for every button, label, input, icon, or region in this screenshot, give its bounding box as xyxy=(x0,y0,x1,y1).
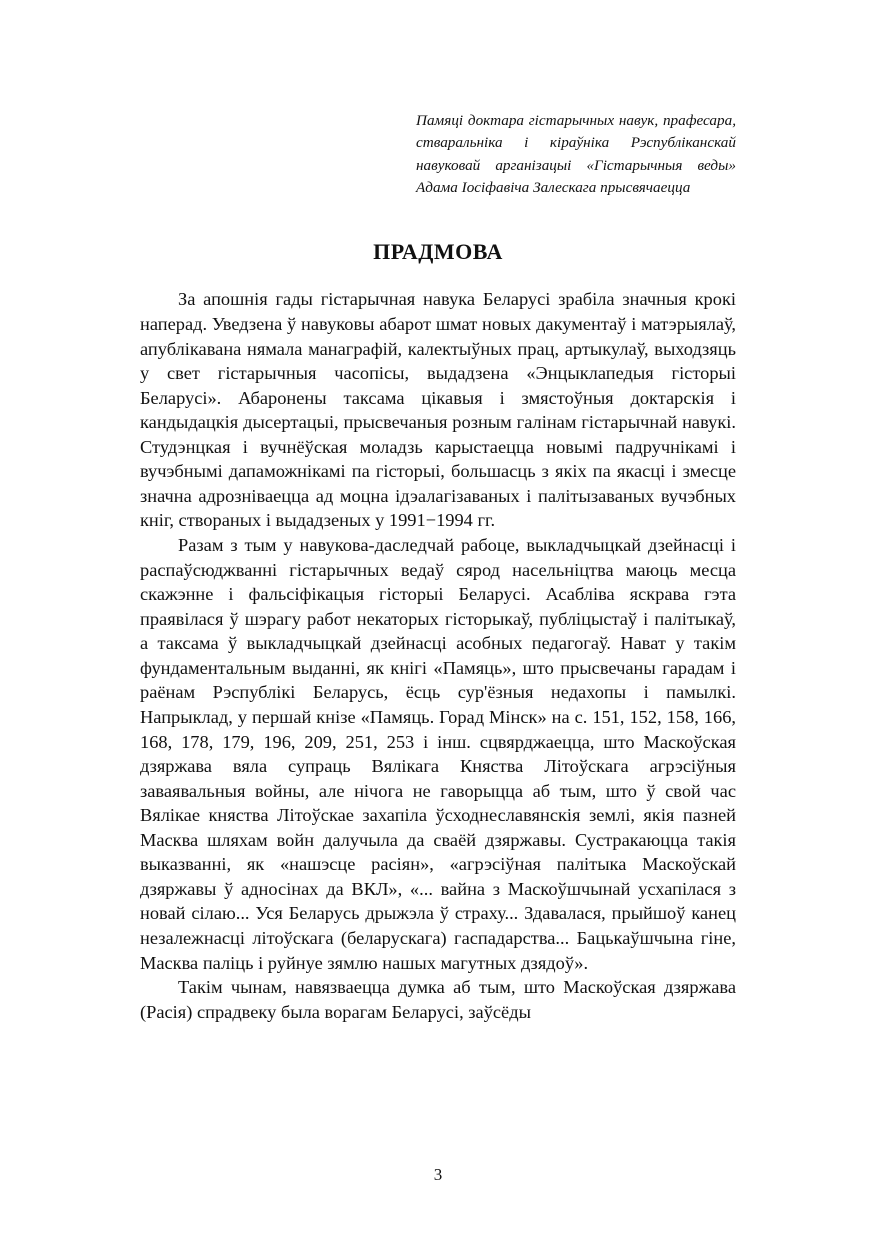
dedication-block xyxy=(416,110,736,199)
dedication-text: Памяці доктара гістарычных навук, прафесара, стваральніка і кіраўніка Рэспубліканскай навуковай арганізацыі «Гістарычныя веды» Адама Іосіфавіча Залескага прысвячаецца xyxy=(416,112,736,197)
page-number: 3 xyxy=(433,1165,443,1184)
page-title: ПРАДМОВА xyxy=(373,239,503,265)
body-paragraph-3: Такім чынам, навязваецца думка аб тым, што Маскоўская дзяржава (Расія) спрадвеку была ворагам Беларусі, заўсёды xyxy=(140,977,736,1022)
page-content xyxy=(140,110,736,1024)
body-paragraph-1: За апошнія гады гістарычная навука Беларусі зрабіла значныя крокі наперад. Уведзена ў навуковы абарот шмат новых дакументаў і матэрыялаў, апублікавана нямала манаграфій, калектыўных прац, артыкулаў, выходзяць у свет гістарычныя часопісы, выдадзена «Энцыклапедыя гісторыі Беларусі». Абаронены таксама цікавыя і змястоўныя доктарскія і кандыдацкія дысертацыі, прысвечаныя розным галінам гістарычнай навукі. Студэнцкая і вучнёўская моладзь карыстаецца новымі падручнікамі і вучэбнымі дапаможнікамі па гісторыі, большасць з якіх па якасці і змесце значна адрозніваецца ад моцна ідэалагізаваных і палітызаваных вучэбных кніг, створаных і выдадзеных у 1991−1994 гг. xyxy=(140,289,736,531)
body-paragraph-2: Разам з тым у навукова-даследчай рабоце, выкладчыцкай дзейнасці і распаўсюджванні гістарычных ведаў сярод насельніцтва маюць месца скажэнне і фальсіфікацыя гісторыі Беларусі. Асабліва яскрава гэта праявілася ў шэрагу работ некаторых гісторыкаў, публіцыстаў і палітыкаў, а таксама ў выкладчыцкай дзейнасці асобных педагогаў. Нават у такім фундаментальным выданні, як кнігі «Памяць», што прысвечаны гарадам і раёнам Рэспублікі Беларусь, ёсць сур'ёзныя недахопы і памылкі. Напрыклад, у першай кнізе «Памяць. Горад Мінск» на с. 151, 152, 158, 166, 168, 178, 179, 196, 209, 251, 253 і інш. сцвярджаецца, што Маскоўская дзяржава вяла супраць Вялікага Княства Літоўскага агрэсіўныя заваявальныя войны, але нічога не гаворыцца аб тым, што ў свой час Вялікае княства Літоўскае захапіла ўсходнеславянскія землі, якія пазней Масква шляхам войн далучыла да сваёй дзяржавы. Сустракаюцца такія выказванні, як «нашэсце расіян», «агрэсіўная палітыка Маскоўскай дзяржавы ў адносінах да ВКЛ», «... вайна з Маскоўшчынай усхапілася з новай сілаю... Уся Беларусь дрыжэла ў страху... Здавалася, прыйшоў канец незалежнасці літоўскага (беларускага) гаспадарства... Бацькаўшчына гіне, Масква паліць і руйнуе зямлю нашых магутных дзядоў». xyxy=(140,535,736,973)
